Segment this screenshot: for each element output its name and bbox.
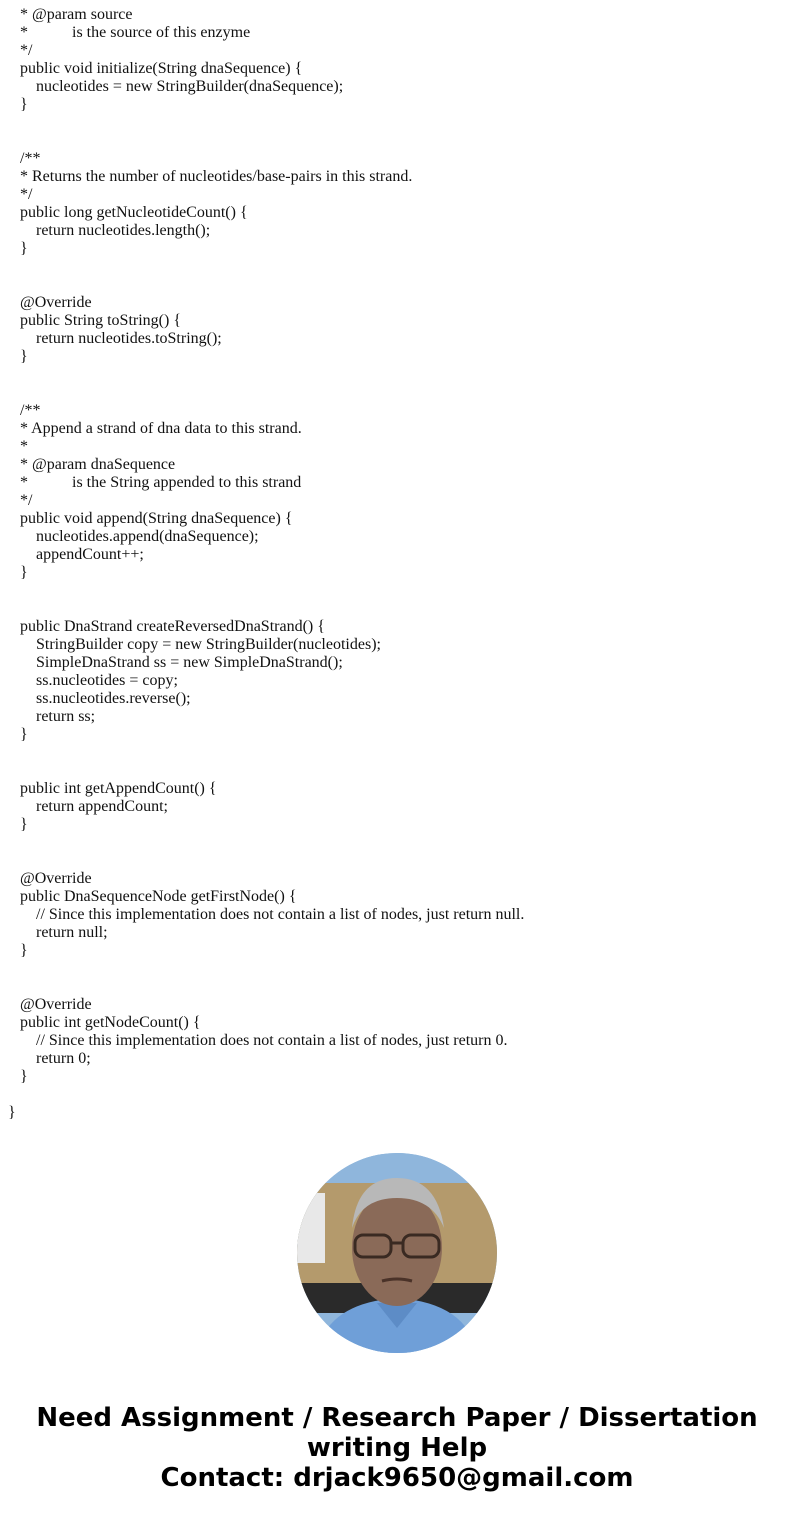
code-line: ss.nucleotides = copy; (36, 672, 178, 689)
code-line: } (8, 1104, 16, 1121)
code-line: return nucleotides.length(); (36, 222, 211, 239)
code-line (0, 384, 794, 402)
code-line: public DnaSequenceNode getFirstNode() { (20, 888, 297, 905)
promo-line-1: Need Assignment / Research Paper / Dissertation (36, 1403, 758, 1433)
code-line: */ (20, 186, 33, 203)
code-line (0, 978, 794, 996)
code-line: appendCount++; (36, 546, 144, 563)
code-line: */ (20, 42, 33, 59)
code-line: } (20, 726, 28, 743)
code-line (0, 258, 794, 276)
code-line: } (20, 564, 28, 581)
code-line: * @param dnaSequence (20, 456, 176, 473)
code-line (0, 600, 794, 618)
code-line: nucleotides = new StringBuilder(dnaSequence); (36, 78, 344, 95)
code-line: } (20, 1068, 28, 1085)
code-line (0, 114, 794, 132)
code-line: public void append(String dnaSequence) { (20, 510, 293, 527)
code-line: * is the source of this enzyme (20, 24, 251, 41)
code-line: /** (20, 402, 41, 419)
code-line: * @param source (20, 6, 133, 23)
code-line (0, 276, 794, 294)
code-line (0, 366, 794, 384)
code-line (0, 132, 794, 150)
code-line: public void initialize(String dnaSequence) { (20, 60, 303, 77)
code-line: public DnaStrand createReversedDnaStrand() { (20, 618, 325, 635)
code-line (0, 582, 794, 600)
code-line: ss.nucleotides.reverse(); (36, 690, 191, 707)
code-line (0, 834, 794, 852)
code-line: public String toString() { (20, 312, 182, 329)
code-line: * Append a strand of dna data to this strand. (20, 420, 302, 437)
code-line: } (20, 942, 28, 959)
code-line: public int getAppendCount() { (20, 780, 217, 797)
code-line (0, 1086, 794, 1104)
code-line: return null; (36, 924, 108, 941)
code-line: /** (20, 150, 41, 167)
code-line: return 0; (36, 1050, 91, 1067)
code-line: // Since this implementation does not contain a list of nodes, just return null. (36, 906, 525, 923)
code-line: } (20, 816, 28, 833)
contact-banner (0, 1403, 794, 1493)
code-line: // Since this implementation does not contain a list of nodes, just return 0. (36, 1032, 508, 1049)
code-line: } (20, 348, 28, 365)
code-line (0, 762, 794, 780)
code-line (0, 960, 794, 978)
code-line: nucleotides.append(dnaSequence); (36, 528, 259, 545)
code-line: } (20, 240, 28, 257)
code-line: SimpleDnaStrand ss = new SimpleDnaStrand(); (36, 654, 343, 671)
code-line: @Override (20, 294, 92, 311)
code-line: StringBuilder copy = new StringBuilder(nucleotides); (36, 636, 381, 653)
code-line: return appendCount; (36, 798, 168, 815)
code-line: @Override (20, 996, 92, 1013)
code-line: @Override (20, 870, 92, 887)
code-line: } (20, 96, 28, 113)
code-line: * (20, 438, 28, 455)
code-line: public long getNucleotideCount() { (20, 204, 248, 221)
code-line: * Returns the number of nucleotides/base-pairs in this strand. (20, 168, 413, 185)
author-avatar (297, 1153, 497, 1353)
code-line: */ (20, 492, 33, 509)
code-line: public int getNodeCount() { (20, 1014, 201, 1031)
promo-line-2: writing Help (306, 1433, 488, 1463)
code-line: * is the String appended to this strand (20, 474, 302, 491)
code-line: return nucleotides.toString(); (36, 330, 222, 347)
promo-contact-email: Contact: drjack9650@gmail.com (160, 1463, 634, 1493)
code-listing (0, 6, 794, 1122)
code-line (0, 744, 794, 762)
code-line (0, 852, 794, 870)
code-line: return ss; (36, 708, 96, 725)
person-photo-icon (297, 1153, 497, 1353)
